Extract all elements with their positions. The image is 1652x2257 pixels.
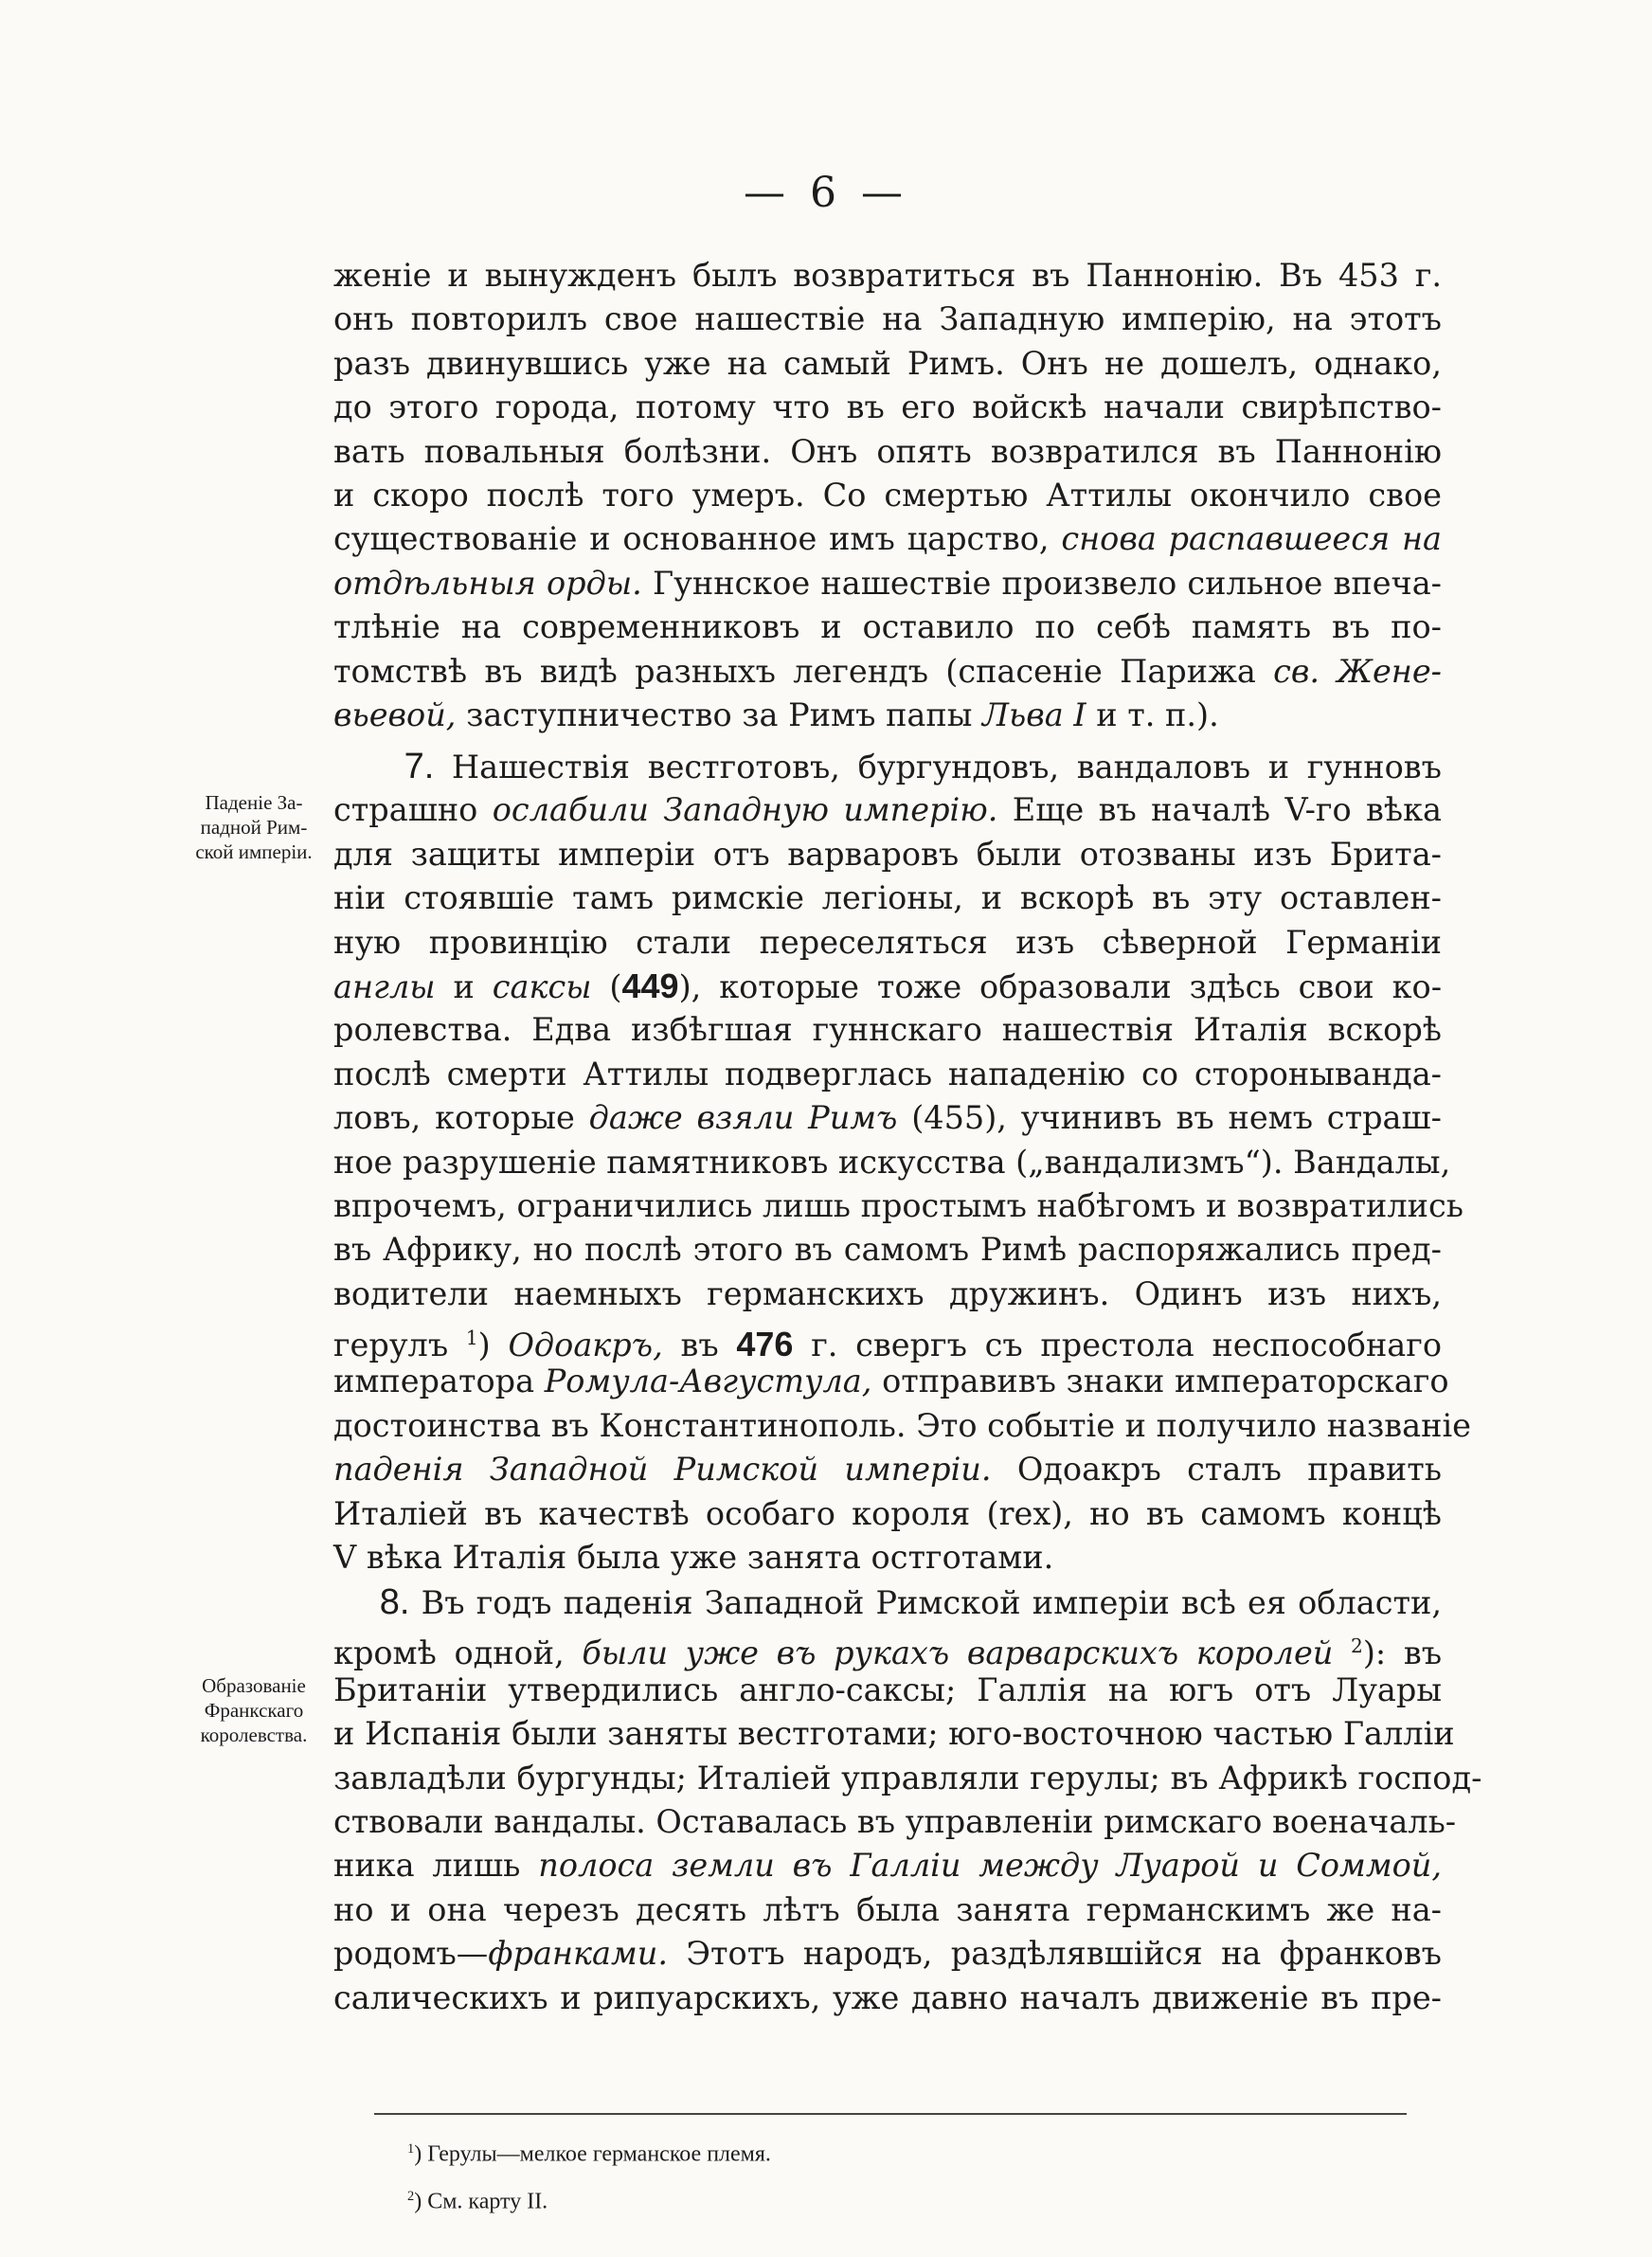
footnote: $^2$) См. карту II.: [407, 2188, 548, 2214]
text-line: ролевства. Едва избѣгшая гуннскаго нашествія Италія вскорѣ: [333, 1011, 1442, 1049]
page-number: — 6 —: [744, 169, 908, 217]
text-line: паденія Западной Римской имперіи. Одоакръ сталъ править: [333, 1451, 1442, 1489]
text-line: родомъ—франками. Этотъ народъ, раздѣлявшійся на франковъ: [333, 1935, 1442, 1973]
text-line: вьевой, заступничество за Римъ папы Льва I и т. п.).: [333, 695, 1219, 733]
text-line: императора Ромула-Августула, отправивъ знаки императорскаго: [333, 1363, 1449, 1400]
section-number: 8.: [379, 1582, 410, 1622]
text-line: но и она черезъ десять лѣтъ была занята германскимъ же на-: [333, 1890, 1442, 1928]
text-line: отдѣльныя орды. Гуннское нашествіе произвело сильное впеча-: [333, 564, 1442, 602]
text-line: впрочемъ, ограничились лишь простымъ набѣгомъ и возвратились: [333, 1186, 1463, 1224]
text-line: ніи стоявшіе тамъ римскіе легіоны, и вскорѣ въ эту оставлен-: [333, 879, 1442, 917]
text-line: салическихъ и рипуарскихъ, уже давно началъ движеніе въ пре-: [333, 1978, 1442, 2016]
text-line: разъ двинувшись уже на самый Римъ. Онъ не дошелъ, однако,: [333, 344, 1442, 382]
text-line: страшно ослабили Западную имперію. Еще въ началѣ V-го вѣка: [333, 791, 1443, 829]
text-line: до этого города, потому что въ его войскѣ начали свирѣпство-: [333, 388, 1442, 426]
text-line: и Испанія были заняты вестготами; юго-восточною частью Галліи: [333, 1715, 1455, 1753]
paragraph-continuation: [333, 254, 1442, 737]
margin-note-frankish-kingdom: Образованіе Франкскаго королевства.: [200, 1674, 308, 1746]
text-line: герулъ $^1$) Одоакръ, въ 476 г. свергъ съ престола неспособнаго: [333, 1325, 1442, 1364]
text-line: ствовали вандалы. Оставалась въ управленіи римскаго военачаль-: [333, 1802, 1457, 1840]
text-line: водители наемныхъ германскихъ дружинъ. Одинъ изъ нихъ,: [333, 1274, 1442, 1312]
text-line: и скоро послѣ того умеръ. Со смертью Аттилы окончило свое: [333, 476, 1442, 514]
margin-note-fall-of-western-empire: Паденіе За- падной Рим- ской имперіи.: [195, 791, 313, 863]
text-line: кромѣ одной, были уже въ рукахъ варварскихъ королей $^2$): въ: [333, 1634, 1443, 1672]
footnote-separator: [374, 2113, 1407, 2115]
text-line: вать повальныя болѣзни. Онъ опять возвратился въ Паннонію: [333, 432, 1442, 470]
text-line: ное разрушеніе памятниковъ искусства („вандализмъ“). Вандалы,: [333, 1143, 1451, 1181]
text-line: для защиты имперіи отъ варваровъ были отозваны изъ Брита-: [333, 835, 1442, 873]
text-line: 8. Въ годъ паденія Западной Римской имперіи всѣ ея области,: [379, 1582, 1442, 1622]
text-line: 7. Нашествія вестготовъ, бургундовъ, вандаловъ и гунновъ: [404, 747, 1442, 786]
text-line: существованіе и основанное имъ царство, снова распавшееся на: [333, 520, 1442, 558]
footnote: $^1$) Герулы—мелкое германское племя.: [407, 2141, 771, 2167]
text-line: Британіи утвердились англо-саксы; Галлія на югъ отъ Луары: [333, 1670, 1442, 1708]
text-line: послѣ смерти Аттилы подверглась нападенію со стороныванда-: [333, 1055, 1442, 1092]
text-line: достоинства въ Константинополь. Это событіе и получило названіе: [333, 1406, 1471, 1444]
text-line: онъ повторилъ свое нашествіе на Западную имперію, на этотъ: [333, 300, 1442, 338]
text-line: томствѣ въ видѣ разныхъ легендъ (спасеніе Парижа св. Жене-: [333, 652, 1443, 690]
section-7: [333, 745, 1471, 1580]
text-line: ника лишь полоса земли въ Галліи между Луарой и Соммой,: [333, 1847, 1442, 1885]
footnotes: [407, 2128, 771, 2222]
text-line: завладѣли бургунды; Италіей управляли герулы; въ Африкѣ господ-: [333, 1759, 1482, 1797]
text-line: Италіей въ качествѣ особаго короля (rex), но въ самомъ концѣ: [333, 1494, 1442, 1532]
text-line: англы и саксы (449), которые тоже образовали здѣсь свои ко-: [333, 966, 1443, 1005]
text-line: въ Африку, но послѣ этого въ самомъ Римѣ распоряжались пред-: [333, 1231, 1442, 1269]
text-line: тлѣніе на современниковъ и оставило по себѣ память въ по-: [333, 608, 1442, 646]
section-number: 7.: [404, 747, 435, 786]
section-8: [333, 1580, 1482, 2020]
text-line: V вѣка Италія была уже занята остготами.: [333, 1539, 1054, 1577]
text-line: женіе и вынужденъ былъ возвратиться въ Паннонію. Въ 453 г.: [333, 257, 1442, 294]
text-line: ную провинцію стали переселяться изъ сѣверной Германіи: [333, 923, 1442, 961]
text-line: ловъ, которые даже взяли Римъ (455), учинивъ въ немъ страш-: [333, 1099, 1442, 1137]
